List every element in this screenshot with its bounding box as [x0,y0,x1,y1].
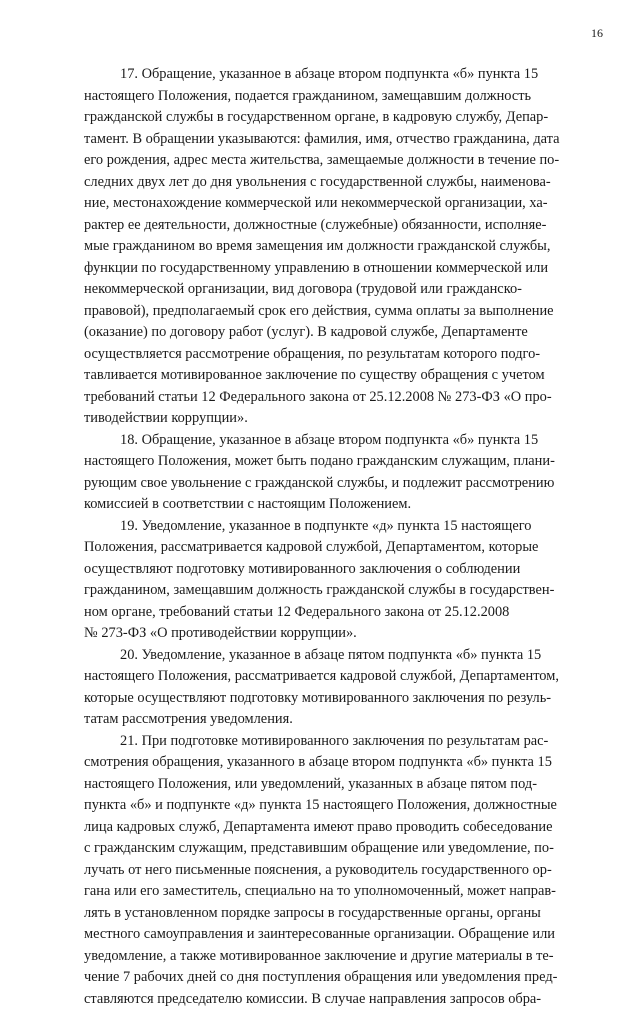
text-line: (оказание) по договору работ (услуг). В кадровой службе, Департаменте [84,322,600,344]
text-line: гражданской службы в государственном органе, в кадровую службу, Депар- [84,107,600,129]
text-line: тамент. В обращении указываются: фамилия, имя, отчество гражданина, дата [84,129,600,151]
text-line: лучать от него письменные пояснения, а руководитель государственного ор- [84,860,600,882]
text-line: 17. Обращение, указанное в абзаце втором подпункта «б» пункта 15 [84,64,600,86]
text-line: следних двух лет до дня увольнения с государственной службы, наименова- [84,172,600,194]
page-number: 16 [591,26,603,40]
paragraph [84,731,600,1010]
text-line: его рождения, адрес места жительства, замещаемые должности в течение по- [84,150,600,172]
text-line: настоящего Положения, или уведомлений, указанных в абзаце пятом под- [84,774,600,796]
text-line: правовой), предполагаемый срок его действия, сумма оплаты за выполнение [84,301,600,323]
text-line: настоящего Положения, подается гражданином, замещавшим должность [84,86,600,108]
text-line: ставляются председателю комиссии. В случае направления запросов обра- [84,989,600,1010]
text-line: уведомление, а также мотивированное заключение и другие материалы в те- [84,946,600,968]
text-line: требований статьи 12 Федерального закона от 25.12.2008 № 273-ФЗ «О про- [84,387,600,409]
text-line: пункта «б» и подпункте «д» пункта 15 настоящего Положения, должностные [84,795,600,817]
text-line: 18. Обращение, указанное в абзаце втором подпункта «б» пункта 15 [84,430,600,452]
text-line: ние, местонахождение коммерческой или некоммерческой организации, ха- [84,193,600,215]
text-line: лица кадровых служб, Департамента имеют право проводить собеседование [84,817,600,839]
text-line: Положения, рассматривается кадровой службой, Департаментом, которые [84,537,600,559]
paragraph [84,430,600,516]
paragraph [84,645,600,731]
text-line: № 273-ФЗ «О противодействии коррупции». [84,623,600,645]
text-line: гражданином, замещавшим должность гражданской службы в государствен- [84,580,600,602]
text-line: функции по государственному управлению в отношении коммерческой или [84,258,600,280]
text-line: гана или его заместитель, специально на то уполномоченный, может направ- [84,881,600,903]
paragraph [84,64,600,430]
document-body [84,64,600,1010]
text-line: настоящего Положения, рассматривается кадровой службой, Департаментом, [84,666,600,688]
text-line: мые гражданином во время замещения им должности гражданской службы, [84,236,600,258]
text-line: лять в установленном порядке запросы в государственные органы, органы [84,903,600,925]
text-line: некоммерческой организации, вид договора (трудовой или гражданско- [84,279,600,301]
text-line: 21. При подготовке мотивированного заключения по результатам рас- [84,731,600,753]
text-line: с гражданским служащим, представившим обращение или уведомление, по- [84,838,600,860]
text-line: настоящего Положения, может быть подано гражданским служащим, плани- [84,451,600,473]
text-line: тавливается мотивированное заключение по существу обращения с учетом [84,365,600,387]
text-line: 19. Уведомление, указанное в подпункте «д» пункта 15 настоящего [84,516,600,538]
text-line: осуществляют подготовку мотивированного заключения о соблюдении [84,559,600,581]
paragraph [84,516,600,645]
text-line: тиводействии коррупции». [84,408,600,430]
text-line: которые осуществляют подготовку мотивированного заключения по резуль- [84,688,600,710]
text-line: ном органе, требований статьи 12 Федерального закона от 25.12.2008 [84,602,600,624]
text-line: рактер ее деятельности, должностные (служебные) обязанности, исполняе- [84,215,600,237]
text-line: 20. Уведомление, указанное в абзаце пятом подпункта «б» пункта 15 [84,645,600,667]
text-line: комиссией в соответствии с настоящим Положением. [84,494,600,516]
text-line: чение 7 рабочих дней со дня поступления обращения или уведомления пред- [84,967,600,989]
text-line: рующим свое увольнение с гражданской службы, и подлежит рассмотрению [84,473,600,495]
text-line: татам рассмотрения уведомления. [84,709,600,731]
text-line: смотрения обращения, указанного в абзаце втором подпункта «б» пункта 15 [84,752,600,774]
text-line: осуществляется рассмотрение обращения, по результатам которого подго- [84,344,600,366]
text-line: местного самоуправления и заинтересованные организации. Обращение или [84,924,600,946]
